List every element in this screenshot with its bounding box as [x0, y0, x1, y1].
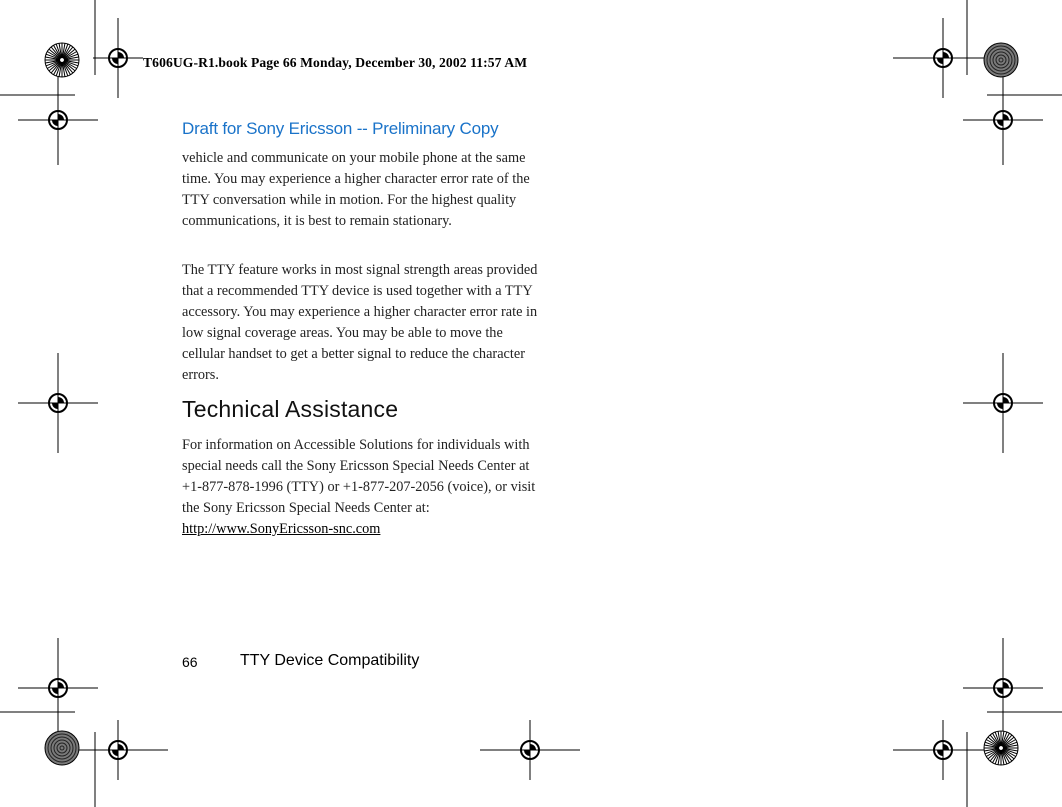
registration-fill: [58, 114, 64, 120]
file-header: T606UG-R1.book Page 66 Monday, December 30, 2002 11:57 AM: [143, 55, 528, 70]
draft-notice: Draft for Sony Ericsson -- Preliminary Copy: [182, 119, 499, 138]
registration-fill: [118, 52, 124, 58]
section-heading: Technical Assistance: [182, 396, 399, 422]
registration-fill: [58, 682, 64, 688]
ring-mark: [984, 43, 1018, 77]
registration-fill: [52, 120, 58, 126]
page-number: 66: [182, 654, 198, 670]
body-paragraph-2: The TTY feature works in most signal strength areas provided that a recommended TTY device is used together with a TTY accessory. You may experience a higher character error rate in low signal coverage areas. You may be able to move the cellular handset to get a better signal to reduce the character errors.: [182, 262, 538, 383]
registration-fill: [943, 52, 949, 58]
registration-fill: [112, 750, 118, 756]
registration-fill: [118, 744, 124, 750]
technical-assistance-text: For information on Accessible Solutions for individuals with special needs call the Sony Ericsson Special Needs Center at +1-877-878-1996 (TTY) or +1-877-207-2056 (voice), or visit the Sony Ericsson Special Needs Center at:: [182, 437, 536, 516]
registration-fill: [997, 403, 1003, 409]
registration-fill: [524, 750, 530, 756]
chapter-title: TTY Device Compatibility: [240, 652, 420, 669]
ring-mark: [45, 731, 79, 765]
registration-fill: [937, 58, 943, 64]
technical-assistance-paragraph: [182, 435, 542, 540]
body-paragraph-1: vehicle and communicate on your mobile phone at the same time. You may experience a higher character error rate of the TTY conversation while in motion. For the highest quality communications, it is best to remain stationary.: [182, 150, 530, 229]
special-needs-link[interactable]: http://www.SonyEricsson-snc.com: [182, 521, 381, 537]
registration-fill: [997, 688, 1003, 694]
registration-fill: [1003, 682, 1009, 688]
registration-fill: [1003, 397, 1009, 403]
registration-fill: [997, 120, 1003, 126]
registration-fill: [52, 688, 58, 694]
registration-fill: [112, 58, 118, 64]
registration-fill: [937, 750, 943, 756]
registration-fill: [58, 397, 64, 403]
registration-fill: [1003, 114, 1009, 120]
registration-fill: [52, 403, 58, 409]
registration-fill: [530, 744, 536, 750]
registration-fill: [943, 744, 949, 750]
